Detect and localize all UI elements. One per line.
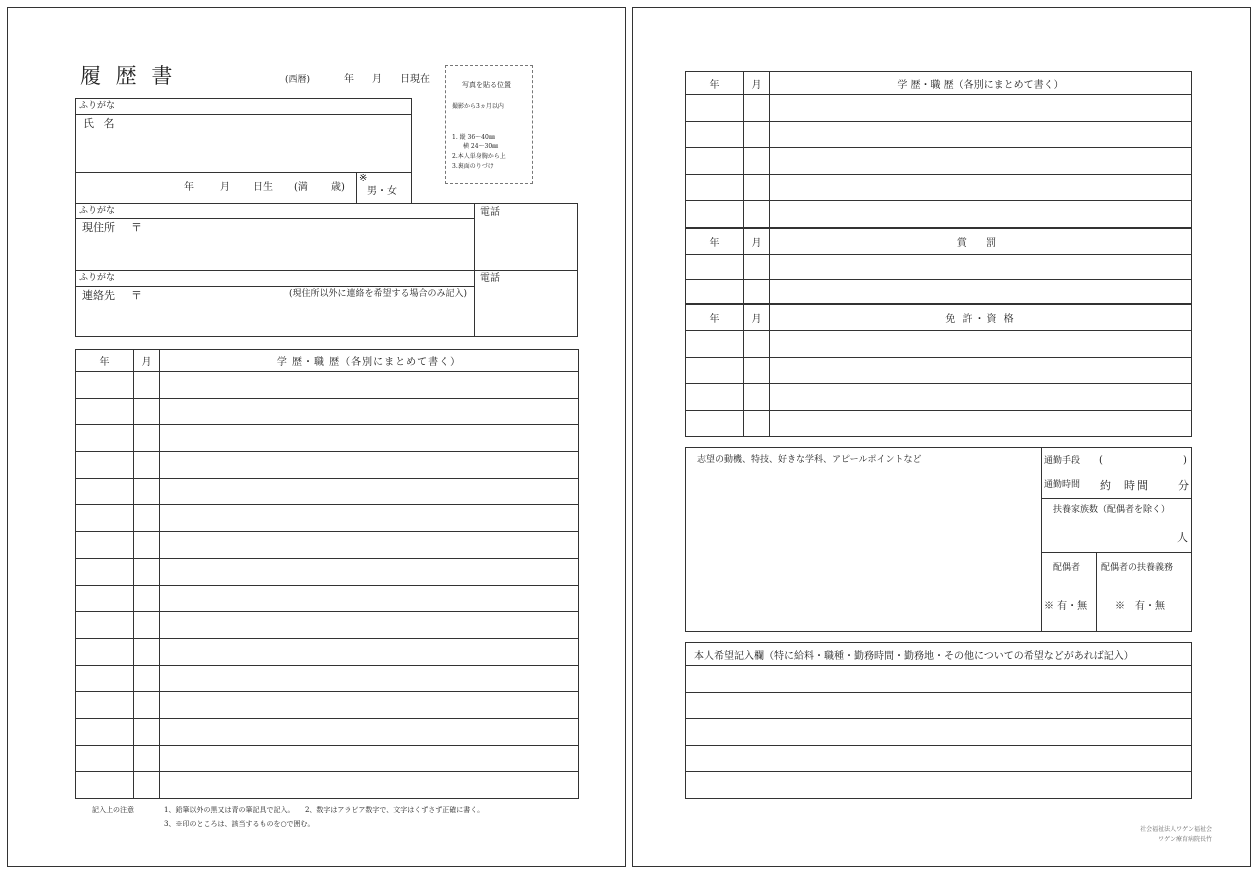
awards-year-cell[interactable] [686, 279, 744, 304]
photo-box-note-4: 2.本人単身胸から上 [452, 153, 506, 160]
wishes-row [686, 772, 1192, 799]
wishes-content-cell[interactable] [686, 692, 1192, 719]
history-front-year-cell[interactable] [76, 558, 134, 585]
history-back-month-cell[interactable] [744, 148, 770, 175]
contact-field[interactable] [148, 304, 468, 334]
dependents-label: 扶養家族数（配偶者を除く） [1053, 505, 1171, 515]
history-front-content-cell[interactable] [160, 585, 579, 612]
history-front-content-cell[interactable] [160, 452, 579, 479]
license-content-cell[interactable] [770, 384, 1192, 411]
history-front-content-cell[interactable] [160, 532, 579, 559]
notes-line-2: 3、※印のところは、該当するものを○で囲む。 [164, 820, 315, 828]
license-row [686, 384, 1192, 411]
history-front-content-cell[interactable] [160, 505, 579, 532]
date-month: 月 [372, 74, 382, 85]
furigana-label-address: ふりがな [79, 206, 116, 216]
history-front-month-cell[interactable] [134, 612, 160, 639]
license-header-year: 年 [686, 305, 744, 331]
history-front-content-cell[interactable] [160, 558, 579, 585]
history-front-month-cell[interactable] [134, 665, 160, 692]
wishes-row [686, 666, 1192, 693]
history-front-row [76, 745, 579, 772]
history-front-year-cell[interactable] [76, 425, 134, 452]
history-front-row [76, 452, 579, 479]
contact-label: 連絡先 [82, 289, 115, 302]
history-back-row [686, 174, 1192, 201]
awards-header-month: 月 [744, 229, 770, 255]
history-back-month-cell[interactable] [744, 95, 770, 122]
history-front-year-cell[interactable] [76, 585, 134, 612]
history-front-content-cell[interactable] [160, 478, 579, 505]
history-front-year-cell[interactable] [76, 505, 134, 532]
history-front-month-cell[interactable] [134, 452, 160, 479]
history-front-content-cell[interactable] [160, 425, 579, 452]
history-back-header-title: 学 歴・職 歴（各別にまとめて書く） [770, 72, 1192, 95]
birth-month-label: 月 [220, 182, 230, 193]
license-year-cell[interactable] [686, 357, 744, 384]
spouse-choice[interactable]: ※ 有・無 [1044, 601, 1088, 612]
history-back-year-cell[interactable] [686, 121, 744, 148]
history-front-year-cell[interactable] [76, 772, 134, 799]
contact-note: (現住所以外に連絡を希望する場合のみ記入) [289, 289, 468, 299]
history-back-month-cell[interactable] [744, 174, 770, 201]
awards-content-cell[interactable] [770, 279, 1192, 304]
spouse-label: 配偶者 [1053, 563, 1081, 573]
history-front-month-cell[interactable] [134, 585, 160, 612]
history-back-month-cell[interactable] [744, 121, 770, 148]
history-front-row [76, 612, 579, 639]
history-front-month-cell[interactable] [134, 505, 160, 532]
dependents-unit: 人 [1177, 531, 1188, 544]
history-front-content-cell[interactable] [160, 398, 579, 425]
history-back-content-cell[interactable] [770, 121, 1192, 148]
license-content-cell[interactable] [770, 410, 1192, 437]
license-row [686, 357, 1192, 384]
history-front-month-cell[interactable] [134, 372, 160, 399]
history-front-month-cell[interactable] [134, 772, 160, 799]
commute-time-hours: 時間 [1124, 479, 1150, 492]
date-as-of: 日現在 [400, 74, 430, 85]
license-month-cell[interactable] [744, 384, 770, 411]
wishes-content-cell[interactable] [686, 719, 1192, 746]
history-front-row [76, 718, 579, 745]
address-label: 現住所 [82, 221, 115, 234]
history-front-year-cell[interactable] [76, 692, 134, 719]
name-label: 氏 名 [83, 117, 118, 130]
awards-row [686, 255, 1192, 280]
photo-box-note-2: 1. 縦 36～40㎜ [452, 134, 495, 141]
history-front-row [76, 585, 579, 612]
commute-time-about: 約 [1100, 479, 1111, 492]
photo-box-heading: 写真を貼る位置 [462, 81, 511, 89]
history-back-row [686, 201, 1192, 228]
history-back-row [686, 121, 1192, 148]
phone-label-address: 電話 [480, 207, 500, 218]
history-front-row [76, 692, 579, 719]
footer-org: 社会福祉法人ワゲン福祉会 [1140, 826, 1212, 833]
wishes-content-cell[interactable] [686, 772, 1192, 799]
history-front-row [76, 772, 579, 799]
license-row [686, 331, 1192, 358]
commute-time-label: 通勤時間 [1044, 480, 1081, 490]
resume-title: 履 歴 書 [80, 64, 177, 88]
history-header-month: 月 [134, 350, 160, 372]
history-back-year-cell[interactable] [686, 174, 744, 201]
history-front-content-cell[interactable] [160, 745, 579, 772]
spouse-support-choice[interactable]: ※ 有・無 [1115, 601, 1165, 612]
birth-day-label: 日生 [253, 182, 273, 193]
wishes-label: 本人希望記入欄（特に給料・職種・勤務時間・勤務地・その他についての希望などがあれば記入） [686, 643, 1192, 666]
history-back-content-cell[interactable] [770, 174, 1192, 201]
wishes-row [686, 692, 1192, 719]
history-back-row [686, 148, 1192, 175]
commute-means-open: ( [1099, 455, 1103, 466]
history-front-row [76, 558, 579, 585]
wishes-row [686, 719, 1192, 746]
history-front-row [76, 532, 579, 559]
license-month-cell[interactable] [744, 357, 770, 384]
history-front-row [76, 665, 579, 692]
history-back-content-cell[interactable] [770, 95, 1192, 122]
footer-director: ワゲン療育病院長竹 [1158, 836, 1212, 843]
history-front-month-cell[interactable] [134, 558, 160, 585]
license-row [686, 410, 1192, 437]
history-front-month-cell[interactable] [134, 425, 160, 452]
awards-month-cell[interactable] [744, 279, 770, 304]
furigana-label-contact: ふりがな [79, 273, 116, 283]
awards-header-year: 年 [686, 229, 744, 255]
notes-line-1: 1、鉛筆以外の黒又は青の筆記具で記入。 2、数字はアラビア数字で、文字はくずさず正確に書く。 [164, 806, 485, 814]
license-year-cell[interactable] [686, 384, 744, 411]
history-back-year-cell[interactable] [686, 201, 744, 228]
history-front-row [76, 638, 579, 665]
history-back-content-cell[interactable] [770, 148, 1192, 175]
history-front-content-cell[interactable] [160, 692, 579, 719]
license-month-cell[interactable] [744, 410, 770, 437]
history-back-header-year: 年 [686, 72, 744, 95]
photo-box-note-1: 撮影から3ヵ月以内 [452, 103, 504, 110]
wishes-content-cell[interactable] [686, 745, 1192, 772]
commute-means-close: ) [1183, 455, 1187, 466]
awards-year-cell[interactable] [686, 255, 744, 280]
history-header-title: 学 歴・職 歴（各別にまとめて書く） [160, 350, 579, 372]
wishes-row [686, 745, 1192, 772]
age-close-label: 歳) [331, 182, 345, 193]
date-year: 年 [344, 74, 354, 85]
history-front-month-cell[interactable] [134, 638, 160, 665]
license-month-cell[interactable] [744, 331, 770, 358]
license-content-cell[interactable] [770, 357, 1192, 384]
license-year-cell[interactable] [686, 331, 744, 358]
history-front-row [76, 398, 579, 425]
license-year-cell[interactable] [686, 410, 744, 437]
license-table [685, 304, 1192, 437]
history-header-year: 年 [76, 350, 134, 372]
history-front-month-cell[interactable] [134, 745, 160, 772]
history-front-year-cell[interactable] [76, 612, 134, 639]
history-front-content-cell[interactable] [160, 372, 579, 399]
name-field[interactable] [128, 116, 408, 170]
license-content-cell[interactable] [770, 331, 1192, 358]
photo-box-note-3: 横 24～30㎜ [463, 143, 499, 150]
history-front-year-cell[interactable] [76, 638, 134, 665]
phone-label-contact: 電話 [480, 273, 500, 284]
history-back-month-cell[interactable] [744, 201, 770, 228]
history-back-content-cell[interactable] [770, 201, 1192, 228]
wishes-content-cell[interactable] [686, 666, 1192, 693]
commute-means-label: 通勤手段 [1044, 456, 1081, 466]
history-front-year-cell[interactable] [76, 452, 134, 479]
wishes-table [685, 642, 1192, 799]
license-header-title: 免 許・資 格 [770, 305, 1192, 331]
age-open-label: (満 [294, 182, 308, 193]
history-front-month-cell[interactable] [134, 478, 160, 505]
history-front-month-cell[interactable] [134, 398, 160, 425]
history-front-year-cell[interactable] [76, 718, 134, 745]
awards-table [685, 228, 1192, 304]
awards-row [686, 279, 1192, 304]
history-front-row [76, 425, 579, 452]
history-front-row [76, 505, 579, 532]
history-front-month-cell[interactable] [134, 532, 160, 559]
history-front-content-cell[interactable] [160, 772, 579, 799]
resume-page-back [632, 7, 1251, 867]
license-header-month: 月 [744, 305, 770, 331]
awards-content-cell[interactable] [770, 255, 1192, 280]
commute-time-minutes: 分 [1178, 479, 1189, 492]
history-front-content-cell[interactable] [160, 665, 579, 692]
spouse-support-label: 配偶者の扶養義務 [1101, 563, 1174, 573]
history-front-year-cell[interactable] [76, 665, 134, 692]
history-front-row [76, 478, 579, 505]
note-mark: ※ [359, 173, 368, 184]
history-back-year-cell[interactable] [686, 95, 744, 122]
birth-year-label: 年 [184, 182, 194, 193]
awards-month-cell[interactable] [744, 255, 770, 280]
history-front-content-cell[interactable] [160, 718, 579, 745]
history-front-year-cell[interactable] [76, 478, 134, 505]
date-era: (西暦) [285, 75, 311, 85]
history-front-year-cell[interactable] [76, 372, 134, 399]
awards-header-title: 賞 罰 [770, 229, 1192, 255]
history-back-year-cell[interactable] [686, 148, 744, 175]
resume-page-front [7, 7, 626, 867]
history-front-content-cell[interactable] [160, 612, 579, 639]
history-back-row [686, 95, 1192, 122]
history-front-month-cell[interactable] [134, 692, 160, 719]
postal-mark-address: 〒 [131, 221, 142, 234]
notes-label: 記入上の注意 [92, 806, 134, 814]
history-table-front [75, 349, 579, 799]
furigana-label-name: ふりがな [79, 101, 116, 111]
history-table-back [685, 71, 1192, 228]
history-front-month-cell[interactable] [134, 718, 160, 745]
history-front-content-cell[interactable] [160, 638, 579, 665]
postal-mark-contact: 〒 [131, 289, 142, 302]
history-back-header-month: 月 [744, 72, 770, 95]
address-field[interactable] [148, 220, 468, 268]
photo-box-note-5: 3.裏面のりづけ [452, 163, 494, 170]
motivation-label: 志望の動機、特技、好きな学科、アピールポイントなど [697, 455, 922, 465]
history-front-year-cell[interactable] [76, 398, 134, 425]
motivation-field[interactable] [693, 470, 1033, 626]
sex-choice[interactable]: 男・女 [367, 186, 397, 197]
photo-box[interactable] [445, 65, 533, 184]
history-front-year-cell[interactable] [76, 745, 134, 772]
history-front-row [76, 372, 579, 399]
history-front-year-cell[interactable] [76, 532, 134, 559]
